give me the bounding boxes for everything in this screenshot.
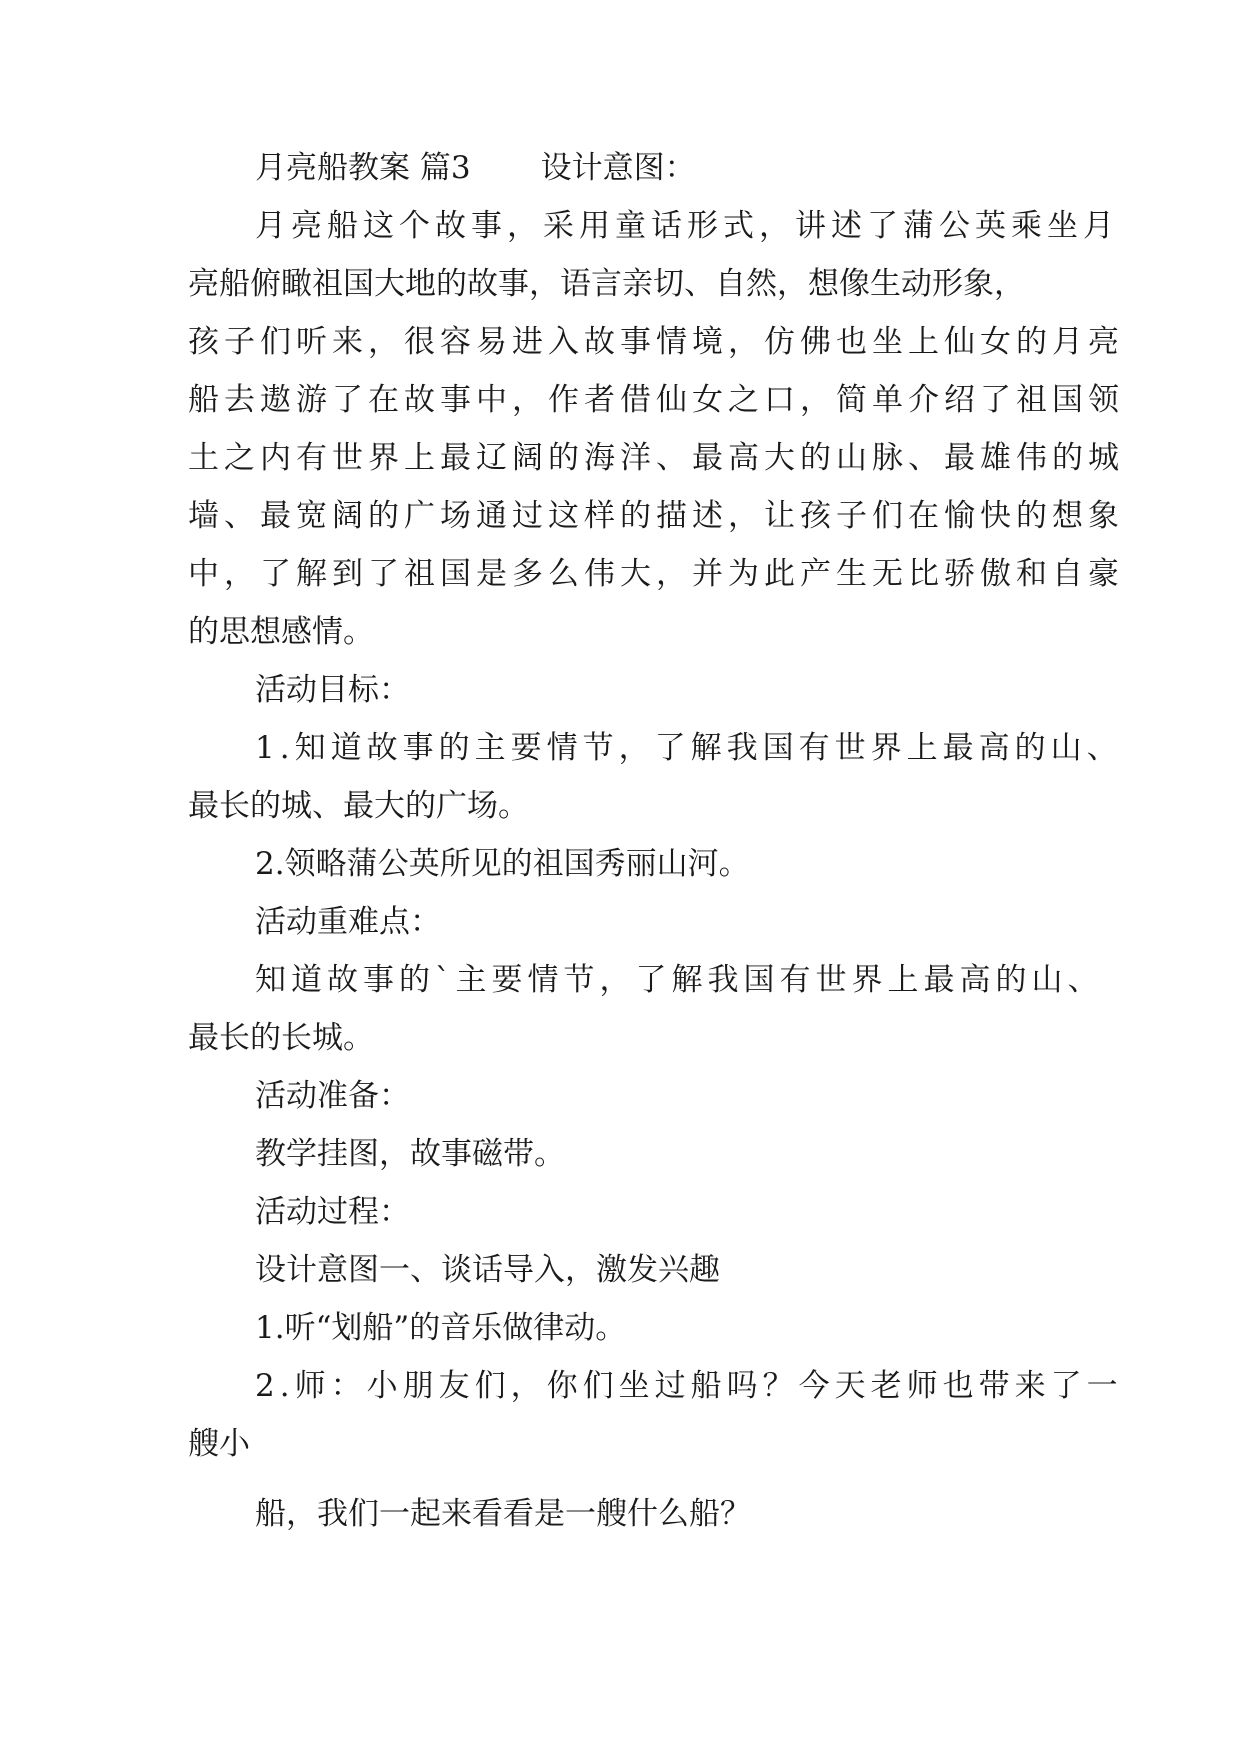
paragraph-line: 的思想感情。: [188, 614, 374, 650]
document-title: 月亮船教案 篇3: [255, 150, 471, 186]
paragraph-line: 教学挂图，故事磁带。: [255, 1136, 565, 1172]
paragraph-line: 亮船俯瞰祖国大地的故事，语言亲切、自然，想像生动形象，: [188, 266, 1025, 302]
paragraph-line: 最长的长城。: [188, 1020, 374, 1056]
paragraph-line: 船，我们一起来看看是一艘什么船？: [255, 1496, 751, 1532]
list-item: 2.领略蒲公英所见的祖国秀丽山河。: [255, 846, 750, 882]
list-item-continuation: 最长的城、最大的广场。: [188, 788, 529, 824]
paragraph-line: 土之内有世界上最辽阔的海洋、最高大的山脉、最雄伟的城: [188, 440, 1124, 476]
section-heading: 活动目标：: [255, 672, 410, 708]
list-item: 1.知道故事的主要情节，了解我国有世界上最高的山、: [255, 730, 1123, 766]
paragraph-line: 船去遨游了在故事中，作者借仙女之口，简单介绍了祖国领: [188, 382, 1124, 418]
header-line: [255, 148, 696, 188]
section-heading: 活动过程：: [255, 1194, 410, 1230]
sub-heading: 设计意图一、谈话导入，激发兴趣: [255, 1252, 720, 1288]
section-heading: 活动重难点：: [255, 904, 441, 940]
paragraph-line: 知道故事的`主要情节，了解我国有世界上最高的山、: [255, 962, 1104, 998]
paragraph-line: 孩子们听来，很容易进入故事情境，仿佛也坐上仙女的月亮: [188, 324, 1124, 360]
list-item-continuation: 艘小: [188, 1426, 250, 1462]
section-heading: 设计意图：: [540, 150, 696, 186]
list-item: 2.师：小朋友们，你们坐过船吗？今天老师也带来了一: [255, 1368, 1123, 1404]
list-item: 1.听“划船”的音乐做律动。: [255, 1310, 627, 1346]
section-heading: 活动准备：: [255, 1078, 410, 1114]
paragraph-line: 月亮船这个故事，采用童话形式，讲述了蒲公英乘坐月: [255, 208, 1119, 244]
paragraph-line: 墙、最宽阔的广场通过这样的描述，让孩子们在愉快的想象: [188, 498, 1124, 534]
paragraph-line: 中，了解到了祖国是多么伟大，并为此产生无比骄傲和自豪: [188, 556, 1124, 592]
